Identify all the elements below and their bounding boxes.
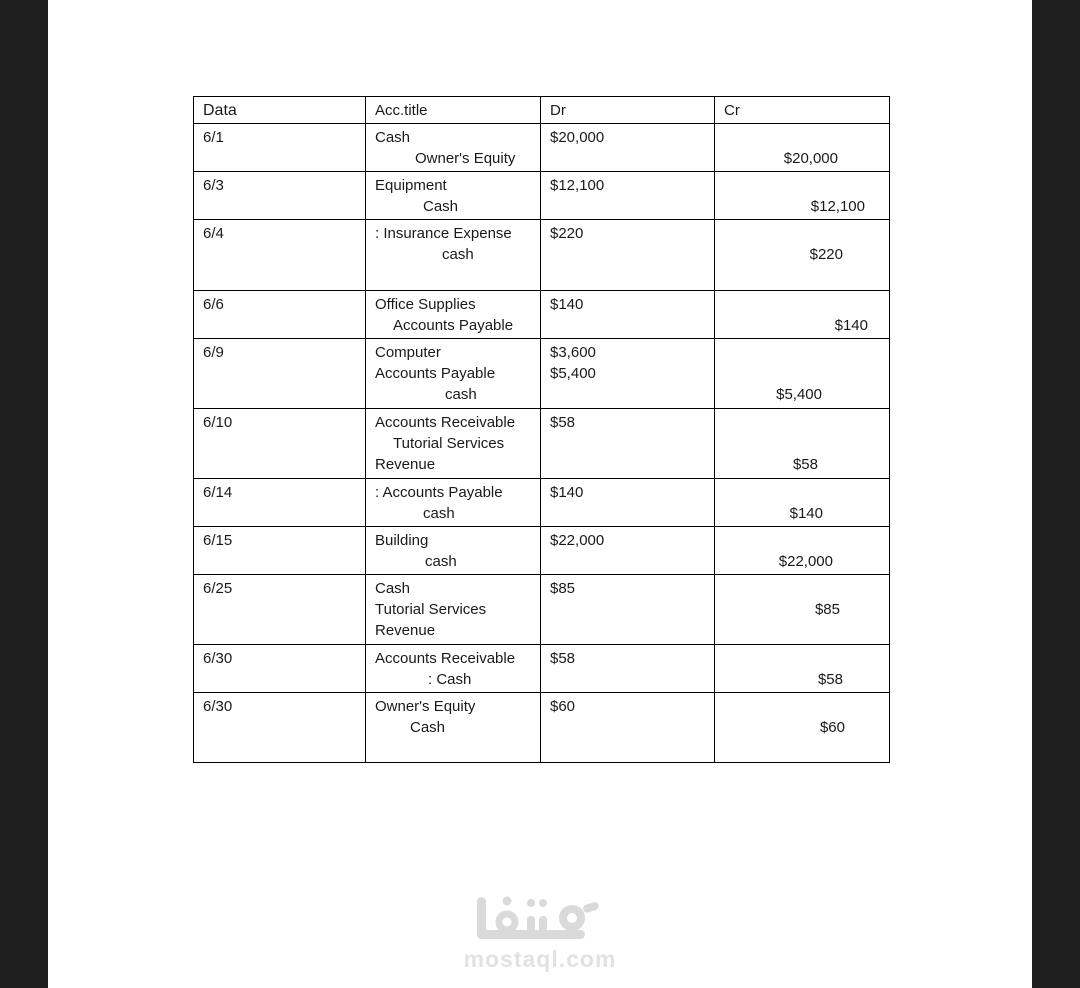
journal-row (194, 409, 890, 479)
date-cell: 6/30 (194, 693, 366, 763)
debit-cell: $140 (541, 479, 715, 527)
account-title-cell: Cash Owner's Equity (366, 124, 541, 172)
date-cell: 6/6 (194, 291, 366, 339)
date-cell: 6/30 (194, 645, 366, 693)
account-title-cell: Computer Accounts Payable cash (366, 339, 541, 409)
column-header-cr: Cr (715, 97, 890, 124)
left-dark-strip (0, 0, 48, 988)
date-cell: 6/15 (194, 527, 366, 575)
debit-cell: $60 (541, 693, 715, 763)
journal-row (194, 172, 890, 220)
journal-row (194, 645, 890, 693)
credit-cell: $220 (715, 220, 890, 291)
account-title-cell: Accounts Receivable Tutorial Services Revenue (366, 409, 541, 479)
credit-cell: $140 (715, 479, 890, 527)
credit-cell: $58 (715, 645, 890, 693)
column-header-acc-title: Acc.title (366, 97, 541, 124)
debit-cell: $140 (541, 291, 715, 339)
date-cell: 6/4 (194, 220, 366, 291)
debit-cell: $58 (541, 409, 715, 479)
journal-row (194, 527, 890, 575)
mostaql-logo-icon (474, 896, 606, 944)
credit-cell: $85 (715, 575, 890, 645)
date-cell: 6/25 (194, 575, 366, 645)
debit-cell: $22,000 (541, 527, 715, 575)
date-cell: 6/10 (194, 409, 366, 479)
date-cell: 6/9 (194, 339, 366, 409)
journal-row (194, 124, 890, 172)
journal-row (194, 575, 890, 645)
account-title-cell: Office Supplies Accounts Payable (366, 291, 541, 339)
journal-entries-table (193, 96, 890, 763)
journal-row (194, 339, 890, 409)
column-header-dr: Dr (541, 97, 715, 124)
account-title-cell: : Accounts Payable cash (366, 479, 541, 527)
credit-cell: $58 (715, 409, 890, 479)
debit-cell: $220 (541, 220, 715, 291)
debit-cell: $85 (541, 575, 715, 645)
right-dark-strip (1032, 0, 1080, 988)
account-title-cell: Accounts Receivable : Cash (366, 645, 541, 693)
credit-cell: $22,000 (715, 527, 890, 575)
column-header-data: Data (194, 97, 366, 124)
mostaql-watermark (0, 896, 1080, 973)
journal-row (194, 693, 890, 763)
date-cell: 6/3 (194, 172, 366, 220)
credit-cell: $20,000 (715, 124, 890, 172)
account-title-cell: : Insurance Expense cash (366, 220, 541, 291)
mostaql-site-text: mostaql.com (463, 946, 617, 972)
credit-cell: $140 (715, 291, 890, 339)
credit-cell: $12,100 (715, 172, 890, 220)
journal-row (194, 479, 890, 527)
journal-row (194, 220, 890, 291)
debit-cell: $20,000 (541, 124, 715, 172)
account-title-cell: Cash Tutorial Services Revenue (366, 575, 541, 645)
debit-cell: $58 (541, 645, 715, 693)
account-title-cell: Building cash (366, 527, 541, 575)
account-title-cell: Owner's Equity Cash (366, 693, 541, 763)
debit-cell: $12,100 (541, 172, 715, 220)
date-cell: 6/1 (194, 124, 366, 172)
debit-cell: $3,600 $5,400 (541, 339, 715, 409)
table-header-row (194, 97, 890, 124)
credit-cell: $5,400 (715, 339, 890, 409)
credit-cell: $60 (715, 693, 890, 763)
date-cell: 6/14 (194, 479, 366, 527)
journal-row (194, 291, 890, 339)
account-title-cell: Equipment Cash (366, 172, 541, 220)
